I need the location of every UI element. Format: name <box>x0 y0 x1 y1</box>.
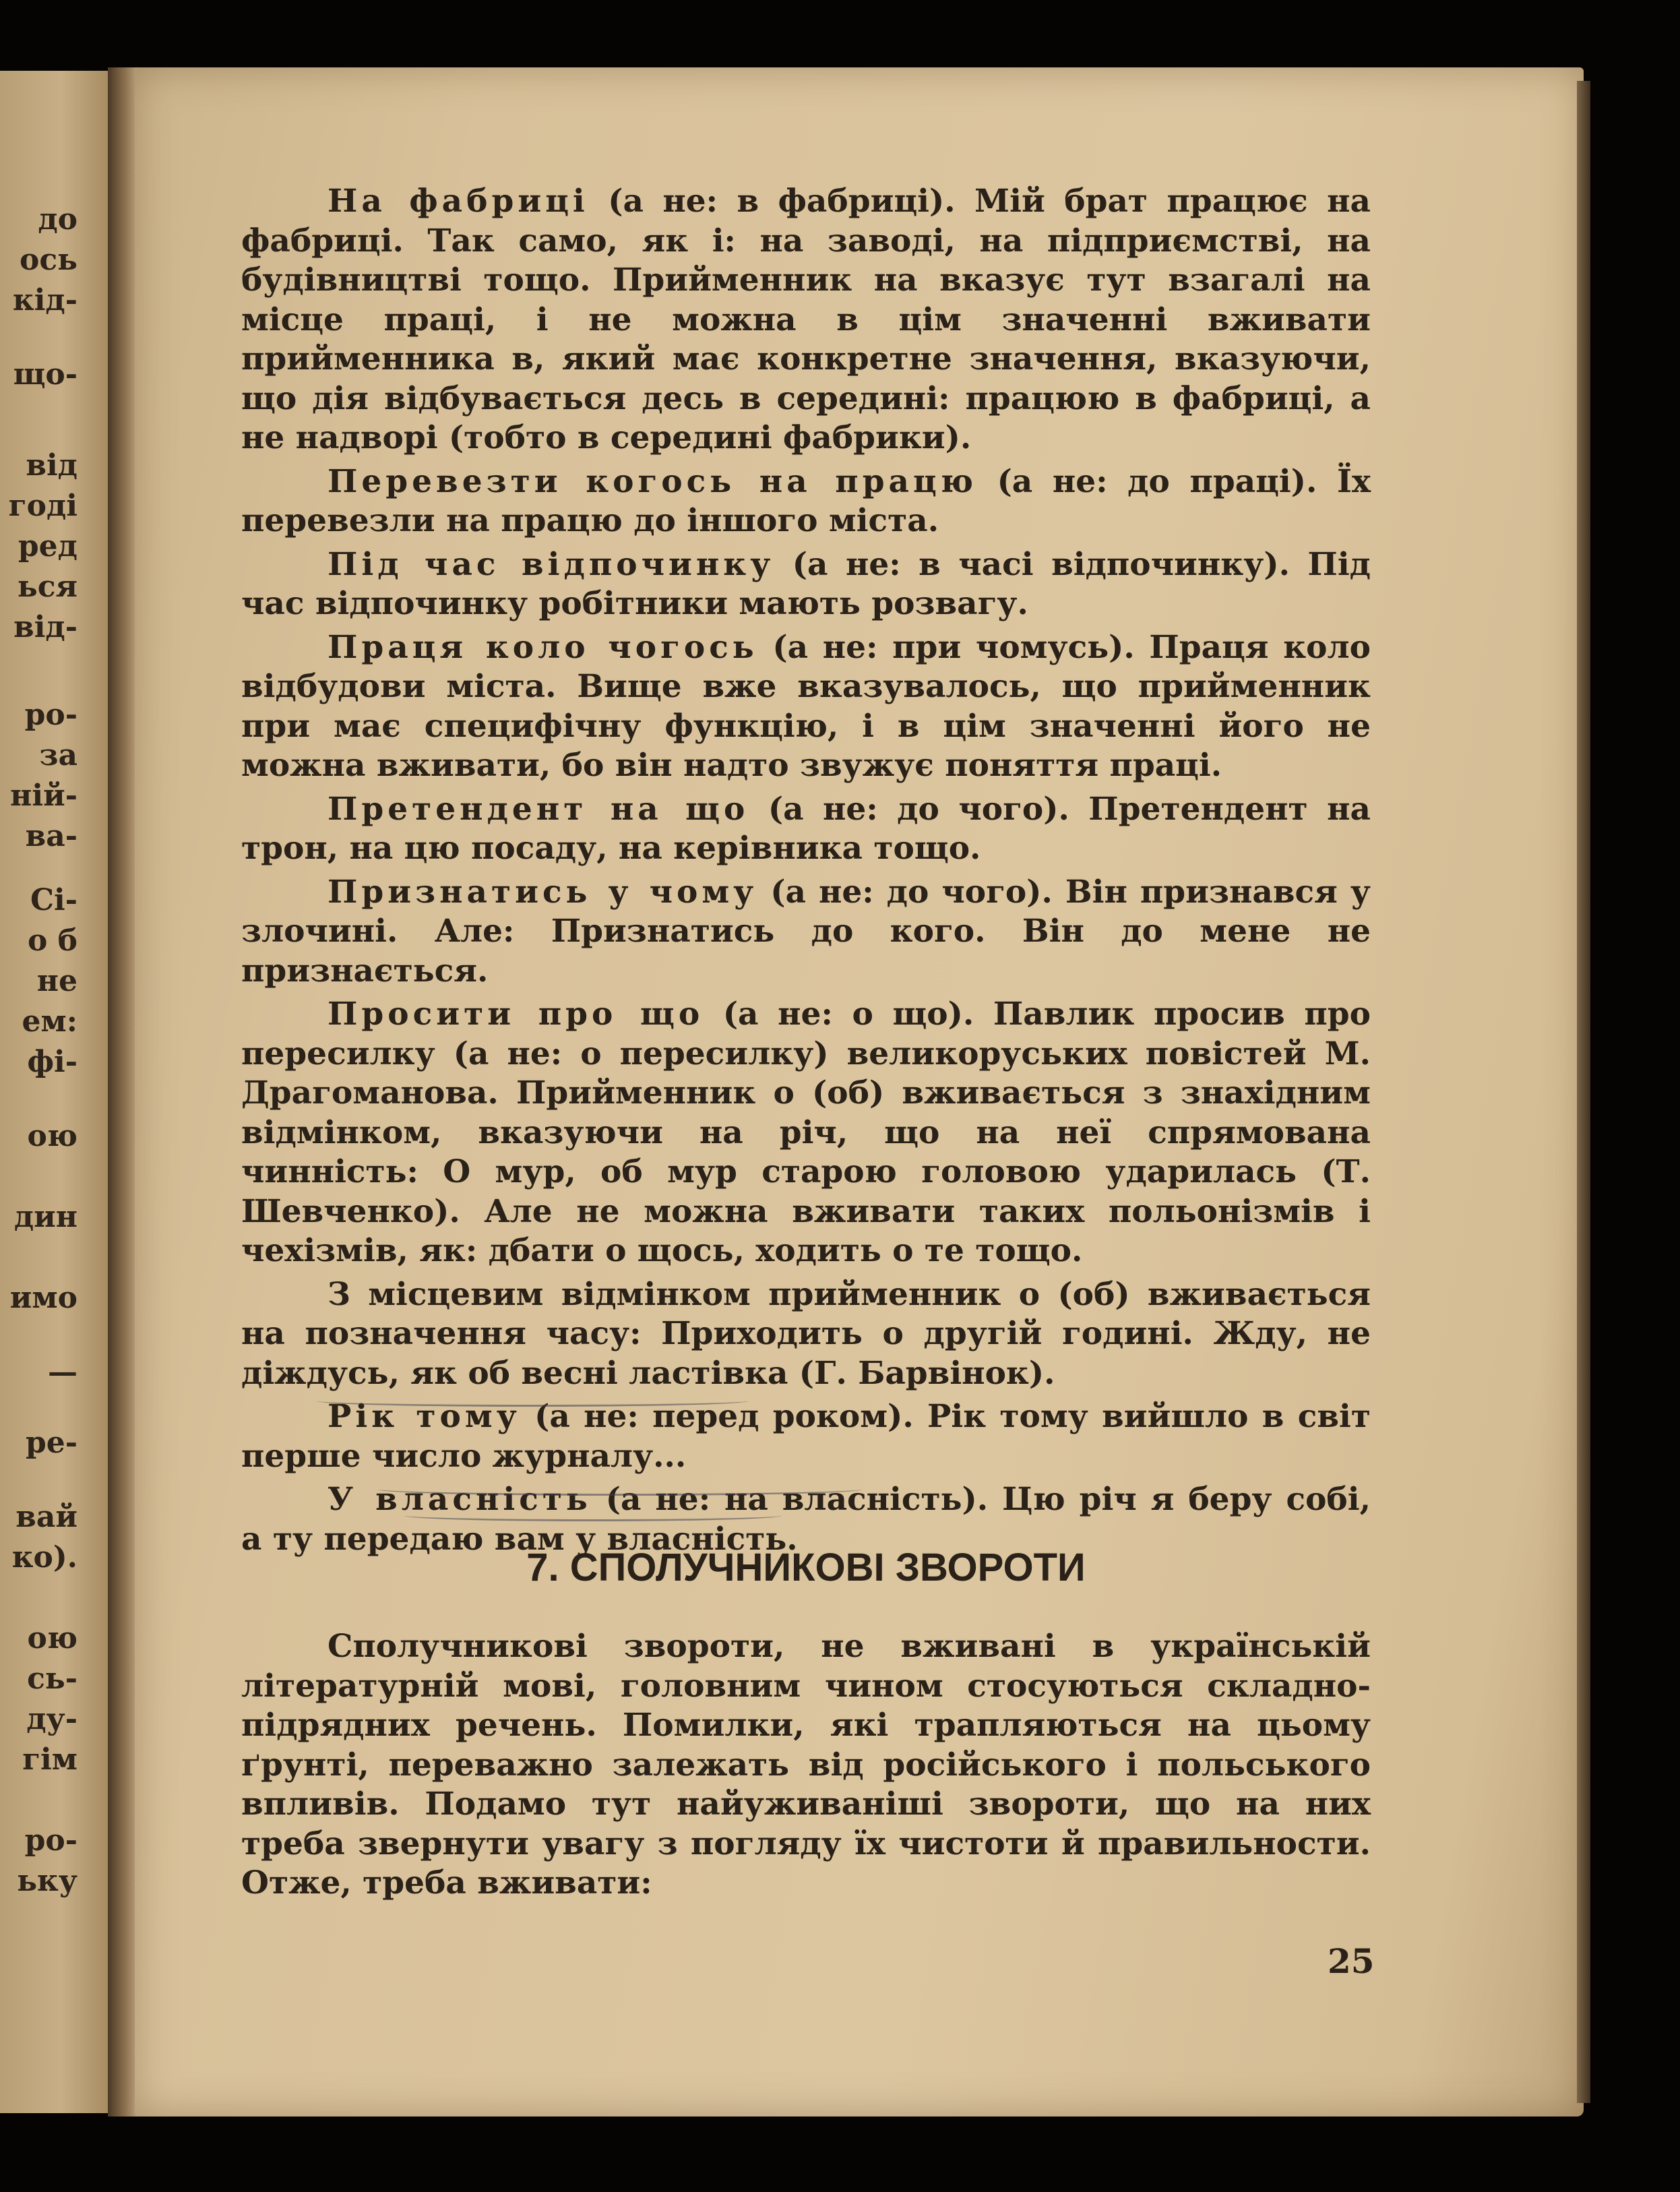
main-text-after-heading <box>241 1627 1371 1904</box>
term: Під час відпочинку <box>328 545 775 583</box>
pencil-underline <box>404 1510 782 1521</box>
paragraph <box>241 628 1371 786</box>
left-page-fragment: фі- <box>27 1045 77 1079</box>
paragraph-body: (а не: в фабриці). Мій брат працює на фабриці. Так само, як і: на заводі, на підприємстві, на будівництві тощо. Прийменник на вказує тут взагалі на місце праці, і не можна в цім значенні вживати прийменника в, який має конкретне значення, вказуючи, що дія відбувається десь в середині: працюю в фабриці, а не надворі (тобто в середині фабрики). <box>241 183 1371 456</box>
left-page-fragment: не <box>36 964 77 998</box>
left-page-fragment: від- <box>13 610 77 644</box>
page-edge-shadow <box>1577 81 1590 2103</box>
left-page-fragment: ою <box>27 1119 77 1153</box>
left-page-fragment: дин <box>13 1200 77 1234</box>
left-page-fragment: ній- <box>10 779 77 813</box>
left-page-fragment: ко). <box>11 1540 77 1575</box>
left-page-fragment: гім <box>22 1742 77 1777</box>
paragraph-body: (а не: до чого). Він признався у злочині. Але: Признатись до кого. Він до мене не признається. <box>241 873 1371 990</box>
left-page-fragment: від <box>26 448 77 483</box>
paragraph <box>241 182 1371 458</box>
paragraph-body: (а не: в часі відпочинку). Під час відпочинку робітники мають розвагу. <box>241 545 1371 622</box>
left-page-fragment: ро- <box>24 1823 77 1858</box>
term: Рік тому <box>328 1398 521 1435</box>
left-page-fragment: вай <box>15 1500 77 1534</box>
left-page-fragment: ься <box>17 570 77 604</box>
paragraph <box>241 873 1371 992</box>
left-page-fragment: ред <box>18 529 77 564</box>
paragraph-body: З місцевим відмінком прийменник о (об) вживається на позначення часу: Приходить о другій годині. Жду, не діждусь, як об весні ластівка (Г. Барвінок). <box>241 1275 1371 1392</box>
paragraph <box>241 1397 1371 1476</box>
term: Перевезти когось на працю <box>328 462 977 500</box>
term: У власність <box>328 1481 592 1518</box>
left-page-fragment: до <box>38 202 77 237</box>
left-page-fragment: сь- <box>27 1662 77 1696</box>
left-page-fragment: ро- <box>24 698 77 732</box>
left-page-fragment: Сі- <box>30 883 77 917</box>
left-page-fragment: кід- <box>12 283 77 317</box>
paragraph-body: (а не: до чого). Претендент на трон, на цю посаду, на керівника тощо. <box>241 790 1371 867</box>
left-page-fragment: ре- <box>25 1426 77 1460</box>
left-page-fragment: що- <box>13 357 77 392</box>
paragraph-body: (а не: до праці). Їх перевезли на працю до іншого міста. <box>241 462 1371 539</box>
term: На фабриці <box>328 183 589 220</box>
left-page-fragment: ьку <box>17 1864 77 1898</box>
term: Признатись у чому <box>328 873 758 911</box>
paragraph <box>241 995 1371 1271</box>
left-page-fragment: ою <box>27 1621 77 1655</box>
term: Просити про що <box>328 996 704 1033</box>
paragraph-body: (а не: при чомусь). Праця коло відбудови міста. Вище вже вказувалось, що прийменник при має специфічну функцію, і в цім значенні його не можна вживати, бо він надто звужує поняття праці. <box>241 628 1371 784</box>
left-page-fragment: ем: <box>22 1004 77 1039</box>
paragraph-body: (а не: о що). Павлик просив про пересилку (а не: о пересилку) великоруських повістей М. Драгоманова. Прийменник о (об) вживається з знахідним відмінком, вказуючи на річ, що на неї спрямована чинність: О мур, об мур старою головою ударилась (Т. Шевченко). Але не можна вживати таких польонізмів і чехізмів, як: дбати о щось, ходить о те тощо. <box>241 996 1371 1269</box>
left-page-fragment: имо <box>9 1281 77 1315</box>
term: Претендент на що <box>328 790 749 828</box>
section-heading: 7. СПОЛУЧНИКОВІ ЗВОРОТИ <box>526 1546 1086 1589</box>
left-page-fragment: ось <box>19 243 77 277</box>
main-text-before-heading <box>241 182 1371 1559</box>
term: Праця коло чогось <box>328 628 758 666</box>
left-page-fragment: за <box>39 738 77 772</box>
left-page-fragment: годі <box>8 489 77 523</box>
left-page-fragment: о б <box>27 923 77 958</box>
page-number: 25 <box>1328 1941 1375 1981</box>
pencil-underline <box>317 1395 748 1407</box>
paragraph <box>241 462 1371 541</box>
pencil-underline <box>377 1483 863 1496</box>
paragraph-body: (а не: на власність). Цю річ я беру собі, а ту передаю вам у власність. <box>241 1481 1371 1558</box>
paragraph: Сполучникові звороти, не вживані в українській літературній мові, головним чином стосуються складно-підрядних речень. Помилки, які трапляються на цьому ґрунті, переважно залежать від російського і польського впливів. Подамо тут найуживаніші звороти, що на них треба звернути увагу з погляду їх чистоти й правильности. Отже, треба вживати: <box>241 1628 1371 1901</box>
paragraph <box>241 790 1371 869</box>
left-page-fragment: ва- <box>25 819 77 853</box>
paragraph <box>241 1275 1371 1394</box>
paragraph <box>241 545 1371 624</box>
left-page-fragment: — <box>48 1355 77 1389</box>
paragraph-body: (а не: перед роком). Рік тому вийшло в світ перше число журналу... <box>241 1398 1371 1475</box>
left-page-fragment: ду- <box>26 1702 77 1736</box>
